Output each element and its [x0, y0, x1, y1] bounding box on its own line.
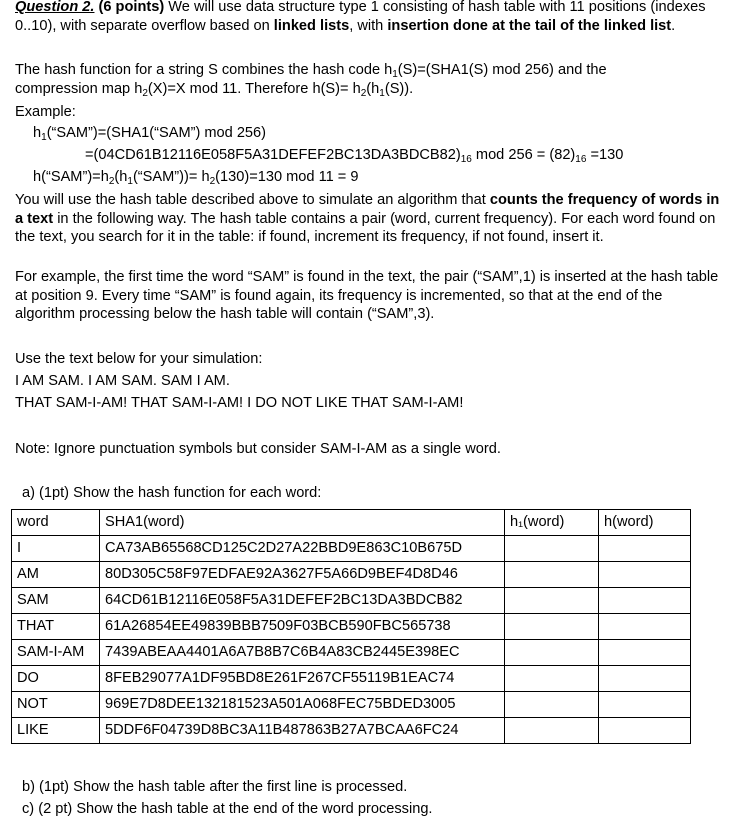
- cell-h1[interactable]: [505, 536, 599, 562]
- cell-sha1: 80D305C58F97EDFAE92A3627F5A66D9BEF4D8D46: [100, 562, 505, 588]
- table-row: [12, 562, 691, 588]
- sub-2: 2: [209, 176, 216, 187]
- text-line-2: THAT SAM-I-AM! THAT SAM-I-AM! I DO NOT LIKE THAT SAM-I-AM!: [15, 395, 464, 411]
- cell-sha1: 969E7D8DEE132181523A501A068FEC75BDED3005: [100, 692, 505, 718]
- cell-word: LIKE: [12, 718, 100, 744]
- cell-h1[interactable]: [505, 562, 599, 588]
- intro-bold-2: insertion done at the tail of the linked list: [387, 17, 672, 34]
- cell-sha1: CA73AB65568CD125C2D27A22BBD9E863C10B675D: [100, 536, 505, 562]
- hash-desc-2: compression map h: [15, 80, 143, 97]
- sub-2: 2: [142, 87, 148, 99]
- cell-h[interactable]: [599, 666, 691, 692]
- sub-1: 1: [392, 69, 398, 80]
- table-row: [12, 718, 691, 744]
- intro-text-3: .: [671, 17, 676, 34]
- table-row: [12, 666, 691, 692]
- example-line-2: [85, 146, 623, 165]
- cell-word: THAT: [12, 614, 100, 640]
- cell-h1[interactable]: [505, 666, 599, 692]
- cell-h1[interactable]: [505, 640, 599, 666]
- sim-1: You will use the hash table described above to simulate an algorithm that: [15, 192, 486, 208]
- ex3c: (“SAM”))= h: [132, 169, 210, 185]
- ex1a: h: [33, 125, 42, 141]
- question-points: (6 points): [98, 0, 165, 15]
- cell-word: SAM-I-AM: [12, 640, 100, 666]
- table-row: [12, 692, 691, 718]
- cell-h[interactable]: [599, 640, 691, 666]
- text-line-1: I AM SAM. I AM SAM. SAM I AM.: [15, 373, 230, 389]
- sim-2: in the following way. The hash table contains a pair (word, current frequency). For each word found on the text, you search for it in the table: if found, increment its frequency, if not found, insert it.: [15, 210, 716, 246]
- cell-word: NOT: [12, 692, 100, 718]
- cell-word: AM: [12, 562, 100, 588]
- hash-desc-1: The hash function for a string S combines the hash code h: [15, 62, 393, 78]
- hash-function-table: [11, 509, 691, 744]
- hash-desc-2c: (h: [366, 80, 380, 97]
- example-line-1: [33, 124, 266, 143]
- hash-desc-2d: (S)).: [384, 80, 414, 97]
- ex1b: (“SAM”)=(SHA1(“SAM”) mod 256): [46, 125, 267, 141]
- header-sha1: SHA1(word): [100, 510, 505, 536]
- example-line-3: [33, 168, 358, 187]
- table-header-row: [12, 510, 691, 536]
- part-a: a) (1pt) Show the hash function for each word:: [22, 485, 322, 501]
- cell-h[interactable]: [599, 588, 691, 614]
- cell-h1[interactable]: [505, 692, 599, 718]
- sub-2: 2: [360, 87, 367, 99]
- header-h: h(word): [599, 510, 691, 536]
- ex3d: (130)=130 mod 11 = 9: [215, 169, 359, 185]
- cell-h[interactable]: [599, 536, 691, 562]
- part-c: c) (2 pt) Show the hash table at the end of the word processing.: [22, 801, 433, 817]
- sim-bold: counts the frequency of words in a text: [15, 192, 720, 227]
- cell-h1[interactable]: [505, 614, 599, 640]
- ex2c: =130: [586, 147, 624, 163]
- hash-description: [15, 61, 720, 98]
- cell-h1[interactable]: [505, 588, 599, 614]
- hash-desc-1b: (S)=(SHA1(S) mod 256) and the: [397, 62, 607, 78]
- note: Note: Ignore punctuation symbols but consider SAM-I-AM as a single word.: [15, 441, 501, 457]
- sub-16: 16: [460, 154, 472, 165]
- table-row: [12, 640, 691, 666]
- table-row: [12, 614, 691, 640]
- ex2a: =(04CD61B12116E058F5A31DEFEF2BC13DA3BDCB82): [85, 147, 461, 163]
- intro-text-1: We will use data structure type 1 consisting of hash table with 11 positions (indexes 0..10), with separate overflow based on: [15, 0, 706, 34]
- question-intro: [15, 0, 720, 35]
- sub-1: 1: [379, 87, 385, 99]
- cell-h[interactable]: [599, 562, 691, 588]
- hash-desc-2b: (X)=X mod 11. Therefore h(S)= h: [147, 80, 361, 97]
- cell-word: I: [12, 536, 100, 562]
- cell-word: SAM: [12, 588, 100, 614]
- table-row: [12, 588, 691, 614]
- cell-h[interactable]: [599, 692, 691, 718]
- cell-h1[interactable]: [505, 718, 599, 744]
- intro-bold-1: linked lists: [273, 17, 350, 34]
- table-row: [12, 536, 691, 562]
- header-h1: h₁(word): [505, 510, 599, 536]
- cell-sha1: 64CD61B12116E058F5A31DEFEF2BC13DA3BDCB82: [100, 588, 505, 614]
- ex2b: mod 256 = (82): [471, 147, 576, 163]
- ex3b: (h: [114, 169, 128, 185]
- cell-h[interactable]: [599, 614, 691, 640]
- cell-sha1: 61A26854EE49839BBB7509F03BCB590FBC565738: [100, 614, 505, 640]
- question-number: Question 2.: [15, 0, 95, 15]
- for-example-paragraph: For example, the first time the word “SAM” is found in the text, the pair (“SAM”,1) is inserted at the hash table at position 9. Every time “SAM” is found again, its frequency is incremented, so that at the end of the algorithm processing below the hash table will contain (“SAM”,3).: [15, 269, 719, 323]
- cell-sha1: 8FEB29077A1DF95BD8E261F267CF55119B1EAC74: [100, 666, 505, 692]
- sub-2: 2: [108, 176, 115, 187]
- sub-1: 1: [127, 176, 133, 187]
- simulation-description: [15, 191, 720, 247]
- cell-sha1: 7439ABEAA4401A6A7B8B7C6B4A83CB2445E398EC: [100, 640, 505, 666]
- sub-1: 1: [41, 132, 47, 143]
- intro-text-2: , with: [349, 17, 384, 34]
- header-word: word: [12, 510, 100, 536]
- ex3a: h(“SAM”)=h: [33, 169, 109, 185]
- example-label: Example:: [15, 104, 76, 120]
- cell-sha1: 5DDF6F04739D8BC3A11B487863B27A7BCAA6FC24: [100, 718, 505, 744]
- part-b: b) (1pt) Show the hash table after the first line is processed.: [22, 779, 408, 795]
- cell-word: DO: [12, 666, 100, 692]
- text-intro: Use the text below for your simulation:: [15, 351, 263, 367]
- sub-16: 16: [575, 154, 587, 165]
- cell-h[interactable]: [599, 718, 691, 744]
